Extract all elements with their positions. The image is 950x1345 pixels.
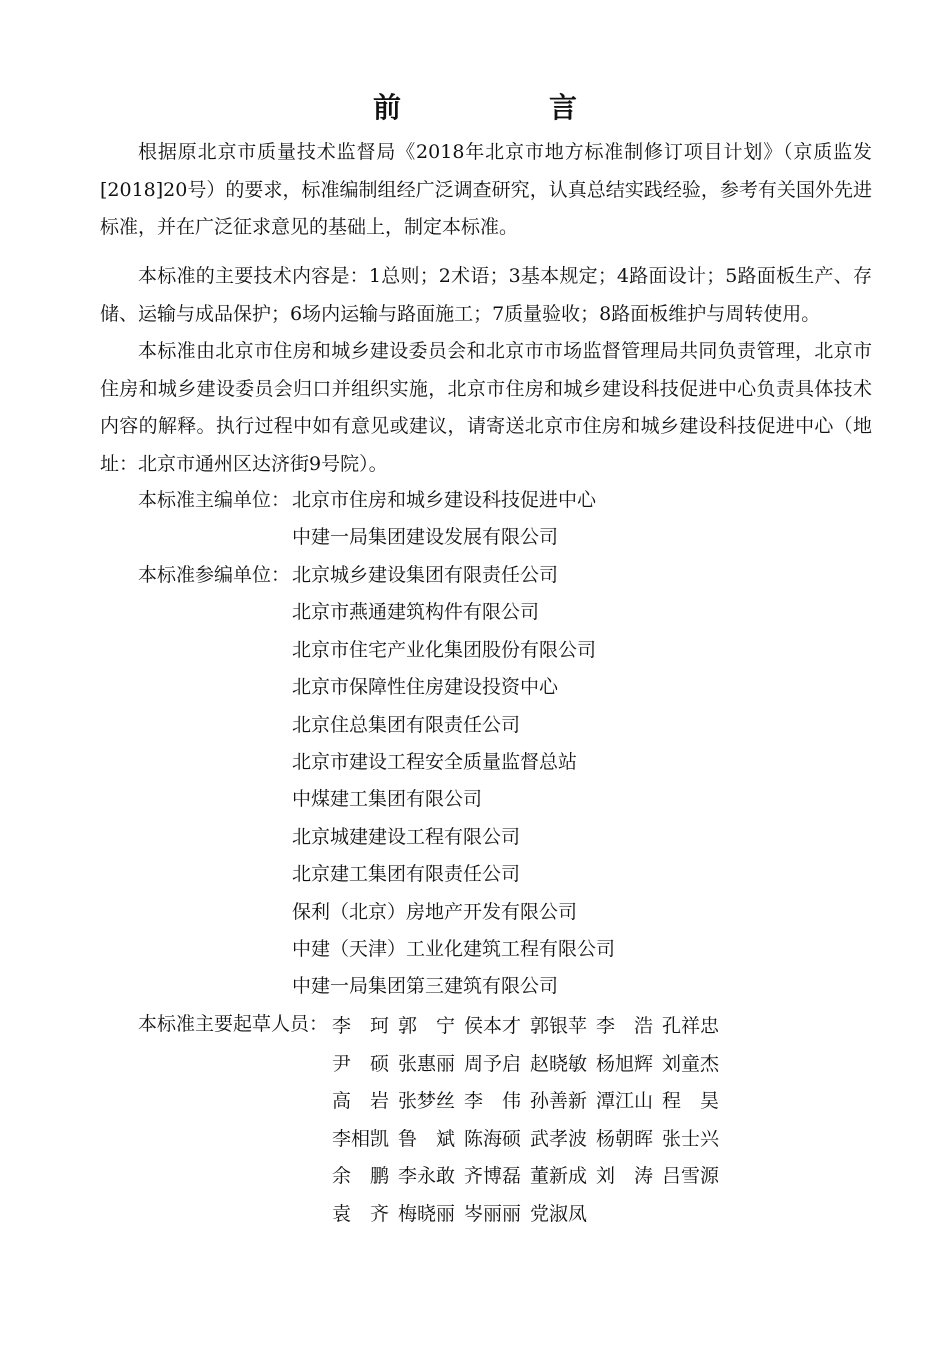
drafter-name: 刘 涛	[596, 1165, 654, 1187]
participating-unit: 中建（天津）工业化建筑工程有限公司	[292, 938, 616, 960]
drafter-row	[332, 1163, 728, 1201]
drafter-name: 鲁 斌	[398, 1127, 456, 1150]
drafter-name: 李 浩	[596, 1015, 654, 1037]
drafter-name: 周予启	[464, 1052, 522, 1075]
drafter-name: 董新成	[530, 1165, 588, 1187]
participating-unit: 北京城乡建设集团有限责任公司	[292, 564, 559, 586]
drafter-name: 张梦丝	[398, 1090, 456, 1112]
participating-unit: 北京市燕通建筑构件有限公司	[292, 601, 540, 624]
drafter-name: 张惠丽	[398, 1052, 456, 1075]
drafter-name: 陈海硕	[464, 1127, 522, 1150]
drafter-name: 郭银苹	[530, 1015, 588, 1037]
page-title: 前 言	[372, 91, 637, 124]
drafter-row	[332, 1051, 728, 1089]
drafters-label: 本标准主要起草人员：	[138, 1013, 329, 1035]
intro-paragraph-1: 根据原北京市质量技术监督局《2018年北京市地方标准制修订项目计划》（京质监发[2018]20号）的要求，标准编制组经广泛调查研究，认真总结实践经验，参考有关国外先进标准，并在广泛征求意见的基础上，制定本标准。	[100, 141, 872, 238]
drafter-name: 郭 宁	[398, 1015, 456, 1037]
chief-unit: 北京市住房和城乡建设科技促进中心	[292, 489, 597, 511]
intro-paragraph-2: 本标准的主要技术内容是：1总则；2术语；3基本规定；4路面设计；5路面板生产、存储、运输与成品保护；6场内运输与路面施工；7质量验收；8路面板维护与周转使用。	[100, 265, 872, 325]
drafter-name: 孙善新	[530, 1090, 588, 1112]
participating-unit: 北京市住宅产业化集团股份有限公司	[292, 638, 597, 661]
drafter-name: 程 昊	[662, 1090, 720, 1112]
drafter-name: 袁 齐	[332, 1202, 390, 1225]
drafter-row	[332, 1201, 728, 1239]
drafter-name: 岑丽丽	[464, 1202, 522, 1225]
drafter-name: 杨朝晖	[596, 1127, 654, 1150]
drafter-name: 杨旭辉	[596, 1052, 654, 1075]
drafter-name: 潭江山	[596, 1090, 654, 1112]
participating-unit: 北京建工集团有限责任公司	[292, 863, 521, 886]
drafter-name: 李 伟	[464, 1090, 522, 1112]
drafter-name: 刘童杰	[662, 1052, 720, 1075]
participating-unit: 中煤建工集团有限公司	[292, 788, 483, 811]
drafter-row	[332, 1126, 728, 1164]
participating-units-label: 本标准参编单位：	[138, 564, 291, 586]
participating-unit: 北京住总集团有限责任公司	[292, 713, 521, 736]
drafter-name: 党淑凤	[530, 1202, 588, 1225]
drafter-name: 孔祥忠	[662, 1015, 720, 1037]
drafter-name: 赵晓敏	[530, 1052, 588, 1075]
chief-units-label: 本标准主编单位：	[138, 489, 291, 511]
drafter-name: 李永敢	[398, 1165, 456, 1187]
drafter-name: 余 鹏	[332, 1165, 390, 1187]
participating-unit: 保利（北京）房地产开发有限公司	[292, 900, 578, 923]
drafter-name: 吕雪源	[662, 1165, 720, 1187]
drafter-name: 李相凯	[332, 1127, 390, 1150]
drafter-row	[332, 1013, 728, 1051]
chief-unit: 中建一局集团建设发展有限公司	[292, 526, 559, 548]
drafter-row	[332, 1088, 728, 1126]
drafter-name: 武孝波	[530, 1127, 588, 1150]
drafter-name: 尹 硕	[332, 1052, 390, 1075]
drafter-name: 高 岩	[332, 1090, 390, 1112]
drafter-name: 张士兴	[662, 1127, 720, 1150]
participating-unit: 北京市建设工程安全质量监督总站	[292, 751, 578, 773]
participating-unit: 北京市保障性住房建设投资中心	[292, 676, 559, 699]
drafter-name: 李 珂	[332, 1015, 390, 1037]
drafter-name: 梅晓丽	[398, 1202, 456, 1225]
participating-unit: 中建一局集团第三建筑有限公司	[292, 975, 559, 998]
drafters-grid	[332, 1013, 728, 1238]
drafter-name: 侯本才	[464, 1015, 522, 1037]
intro-paragraph-3: 本标准由北京市住房和城乡建设委员会和北京市市场监督管理局共同负责管理，北京市住房和城乡建设委员会归口并组织实施，北京市住房和城乡建设科技促进中心负责具体技术内容的解释。执行过程中如有意见或建议，请寄送北京市住房和城乡建设科技促进中心（地址：北京市通州区达济街9号院）。	[100, 340, 872, 475]
participating-unit: 北京城建建设工程有限公司	[292, 825, 521, 848]
drafter-name: 齐博磊	[464, 1165, 522, 1187]
